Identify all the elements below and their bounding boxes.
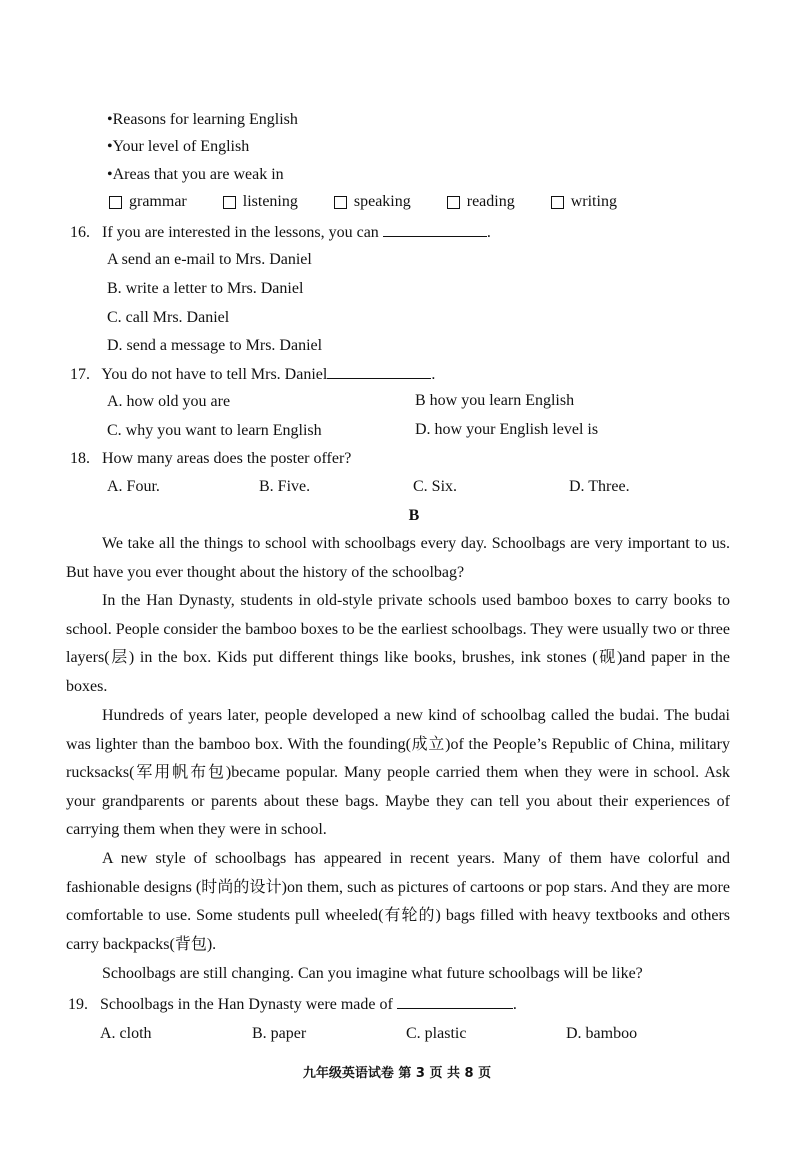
q18-option-c[interactable]: C. Six. [413, 478, 458, 495]
q16-option-c[interactable]: C. call Mrs. Daniel [107, 309, 230, 326]
checkbox-box-icon [334, 196, 347, 209]
section-heading-b: B [408, 507, 420, 524]
checkbox-speaking[interactable] [334, 192, 411, 212]
q19-option-d[interactable]: D. bamboo [566, 1025, 638, 1042]
q18-option-a[interactable]: A. Four. [107, 478, 160, 495]
checkbox-label: writing [570, 193, 617, 210]
passage-paragraph-2: In the Han Dynasty, students in old-style private schools used bamboo boxes to carry books to school. People consider the bamboo boxes to be the earliest schoolbags. They were usually two or three layers(层) in the box. Kids put different things like books, brushes, ink stones (砚)and paper in the boxes. [66, 592, 730, 695]
poster-bullet-level: •Your level of English [107, 138, 250, 155]
question-19 [68, 994, 517, 1015]
checkbox-label: listening [242, 193, 298, 210]
checkbox-listening[interactable] [223, 192, 298, 212]
question-number: 16. [70, 224, 90, 241]
q16-option-a[interactable]: A send an e-mail to Mrs. Daniel [107, 251, 312, 268]
checkbox-box-icon [447, 196, 460, 209]
checkbox-label: grammar [129, 193, 187, 210]
question-end: . [512, 996, 517, 1013]
question-16 [70, 222, 491, 243]
question-number: 19. [68, 996, 88, 1013]
answer-blank[interactable] [383, 222, 487, 237]
q18-option-b[interactable]: B. Five. [259, 478, 311, 495]
passage-paragraph-5: Schoolbags are still changing. Can you imagine what future schoolbags will be like? [102, 965, 643, 982]
checkbox-box-icon [109, 196, 122, 209]
checkbox-reading[interactable] [447, 192, 515, 212]
page-footer: 九年级英语试卷 第 3 页 共 8 页 [302, 1066, 492, 1081]
q19-option-b[interactable]: B. paper [252, 1025, 307, 1042]
poster-bullet-reasons: •Reasons for learning English [107, 111, 298, 128]
question-stem: Schoolbags in the Han Dynasty were made of [100, 996, 393, 1013]
checkbox-box-icon [223, 196, 236, 209]
passage-paragraph-1: We take all the things to school with schoolbags every day. Schoolbags are very important to us. But have you ever thought about the history of the schoolbag? [66, 535, 730, 581]
q17-option-c[interactable]: C. why you want to learn English [107, 422, 322, 439]
passage-paragraph-4: A new style of schoolbags has appeared in recent years. Many of them have colorful and fashionable designs (时尚的设计)on them, such as pictures of cartoons or pop stars. And they are more comfortable to use. Some students pull wheeled(有轮的) bags filled with heavy textbooks and others carry backpacks(背包). [66, 850, 730, 953]
passage-paragraph-3: Hundreds of years later, people developed a new kind of schoolbag called the budai. The budai was lighter than the bamboo box. With the founding(成立)of the People’s Republic of China, military rucksacks(军用帆布包)became popular. Many people carried them when they were in school. Ask your grandparents or parents about these bags. Maybe they can tell you about their experiences of carrying them when they were in school. [66, 707, 730, 839]
question-stem: If you are interested in the lessons, you can [102, 224, 379, 241]
q18-option-d[interactable]: D. Three. [569, 478, 630, 495]
q16-option-d[interactable]: D. send a message to Mrs. Daniel [107, 337, 323, 354]
question-stem: You do not have to tell Mrs. Daniel [101, 366, 328, 383]
checkbox-label: speaking [353, 193, 411, 210]
question-17 [70, 364, 435, 385]
question-end: . [431, 366, 436, 383]
question-stem: How many areas does the poster offer? [102, 450, 352, 467]
question-18 [70, 449, 351, 469]
checkbox-grammar[interactable] [109, 192, 187, 212]
q16-option-b[interactable]: B. write a letter to Mrs. Daniel [107, 280, 304, 297]
checkbox-box-icon [551, 196, 564, 209]
question-number: 17. [70, 366, 90, 383]
question-number: 18. [70, 450, 90, 467]
checkbox-label: reading [466, 193, 515, 210]
q19-option-c[interactable]: C. plastic [406, 1025, 467, 1042]
q19-option-a[interactable]: A. cloth [100, 1025, 152, 1042]
q17-option-b[interactable]: B how you learn English [415, 392, 575, 409]
question-end: . [486, 224, 491, 241]
checkbox-writing[interactable] [551, 192, 617, 212]
poster-bullet-weak-areas: •Areas that you are weak in [107, 166, 284, 183]
answer-blank[interactable] [397, 994, 513, 1009]
weak-area-checkboxes [109, 192, 653, 212]
answer-blank[interactable] [327, 364, 431, 379]
q17-option-d[interactable]: D. how your English level is [415, 421, 599, 438]
q17-option-a[interactable]: A. how old you are [107, 393, 231, 410]
